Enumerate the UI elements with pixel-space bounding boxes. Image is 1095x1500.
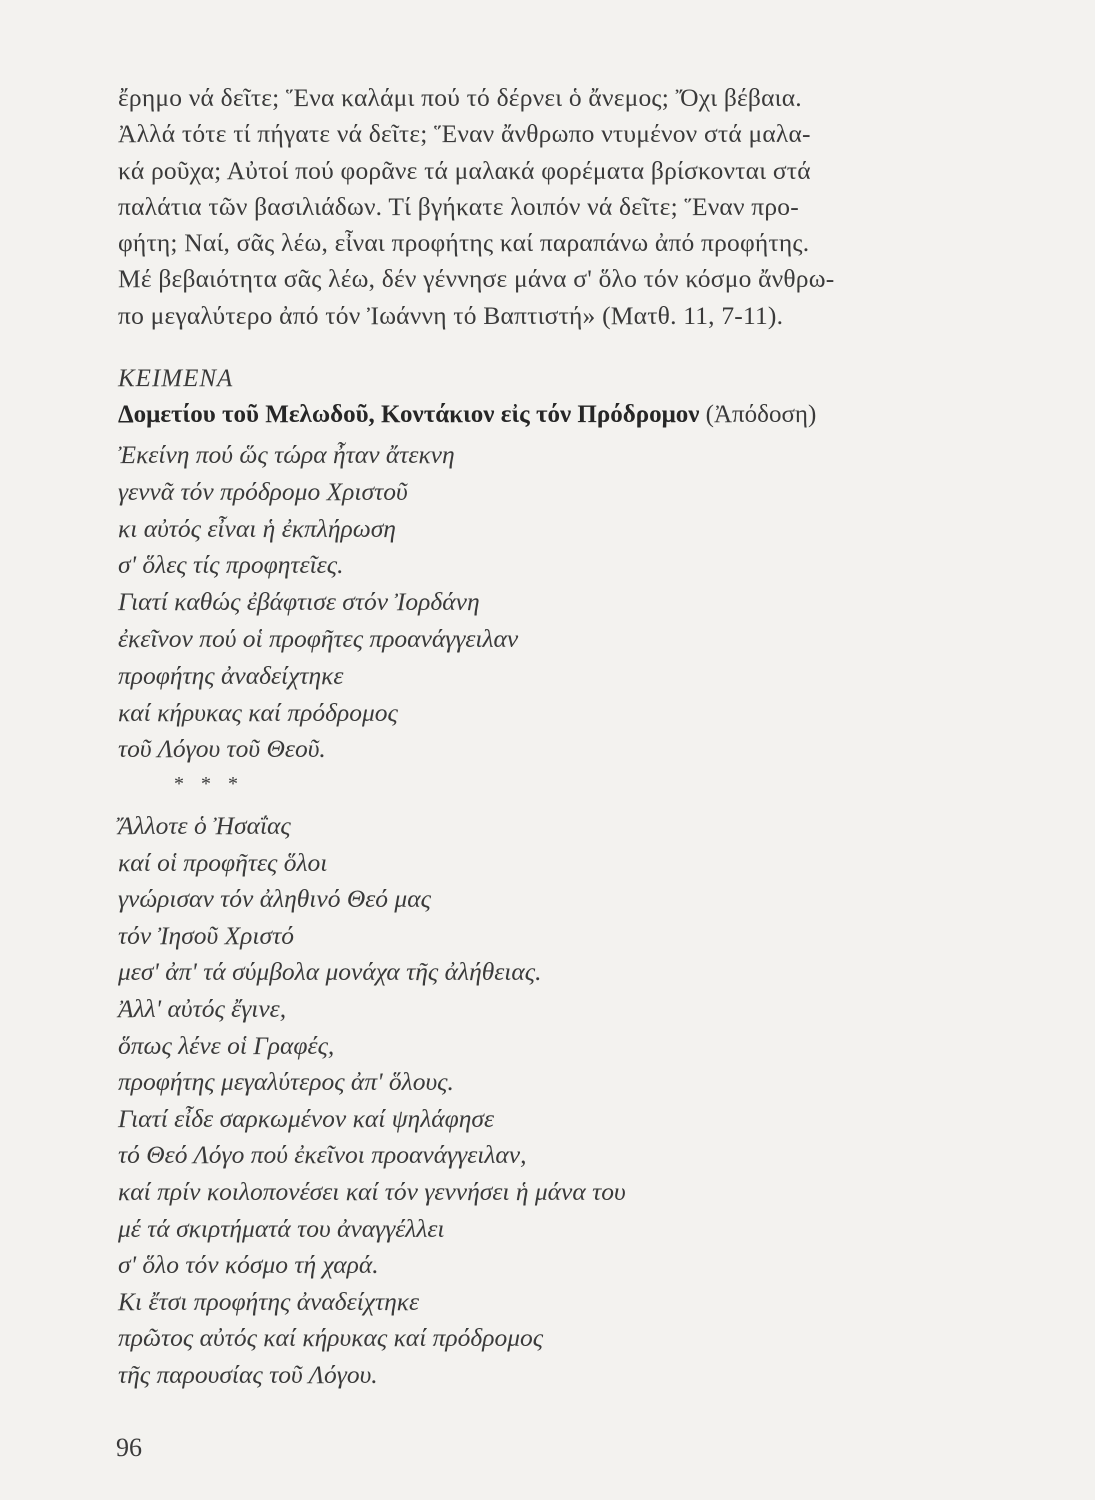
heading-note: (Ἀπόδοση)	[699, 401, 817, 428]
section-label: ΚΕΙΜΕΝΑ	[118, 365, 234, 392]
poem-line: γεννᾶ τόν πρόδρομο Χριστοῦ	[118, 476, 408, 506]
poem-line: Κι ἔτσι προφήτης ἀναδείχτηκε	[118, 1286, 420, 1316]
page-number: 96	[116, 1433, 142, 1462]
poem-line: τοῦ Λόγου τοῦ Θεοῦ.	[118, 734, 326, 764]
prose-paragraph	[118, 80, 970, 334]
stanza-separator: * * *	[174, 773, 244, 795]
poem-line: Ἀλλ' αὐτός ἔγινε,	[118, 993, 287, 1023]
poem-line: τόν Ἰησοῦ Χριστό	[118, 920, 294, 950]
prose-line: ἔρημο νά δεῖτε; Ἕνα καλάμι πού τό δέρνει ὁ ἄνεμος; Ὄχι βέβαια.	[118, 83, 802, 112]
poem-stanza-1	[118, 437, 878, 768]
poem-line: γνώρισαν τόν ἀληθινό Θεό μας	[118, 884, 431, 914]
poem-line: καί πρίν κοιλοπονέσει καί τόν γεννήσει ἡ μάνα του	[118, 1176, 626, 1206]
poem-line: τῆς παρουσίας τοῦ Λόγου.	[118, 1359, 378, 1389]
poem-line: μεσ' ἀπ' τά σύμβολα μονάχα τῆς ἀλήθειας.	[118, 957, 542, 987]
poem-line: ἐκεῖνον πού οἱ προφῆτες προανάγγειλαν	[118, 623, 519, 653]
prose-line: πο μεγαλύτερο ἀπό τόν Ἰωάννη τό Βαπτιστή» (Ματθ. 11, 7-11).	[118, 300, 784, 330]
poem-line: σ' ὅλο τόν κόσμο τή χαρά.	[118, 1250, 379, 1280]
poem-line: Ἄλλοτε ὁ Ἠσαΐας	[118, 811, 291, 840]
prose-line: κά ροῦχα; Αὐτοί πού φορᾶνε τά μαλακά φορέματα βρίσκονται στά	[118, 155, 811, 185]
poem-line: προφήτης μεγαλύτερος ἀπ' ὅλους.	[118, 1067, 454, 1097]
prose-line: Μέ βεβαιότητα σᾶς λέω, δέν γέννησε μάνα σ' ὅλο τόν κόσμο ἄνθρω-	[118, 264, 835, 294]
prose-line: παλάτια τῶν βασιλιάδων. Τί βγήκατε λοιπόν νά δεῖτε; Ἕναν προ-	[118, 191, 799, 221]
poem-line: Ἐκείνη πού ὥς τώρα ἦταν ἄτεκνη	[118, 440, 455, 469]
poem-line: τό Θεό Λόγο πού ἐκεῖνοι προανάγγειλαν,	[118, 1140, 527, 1170]
poem-line: πρῶτος αὐτός καί κήρυκας καί πρόδρομος	[118, 1323, 544, 1353]
poem-line: Γιατί καθώς ἐβάφτισε στόν Ἰορδάνη	[118, 587, 480, 617]
poem-line: προφήτης ἀναδείχτηκε	[118, 660, 344, 690]
poem-line: σ' ὅλες τίς προφητεῖες.	[118, 550, 344, 580]
poem-stanza-2	[118, 808, 878, 1394]
prose-line: φήτη; Ναί, σᾶς λέω, εἶναι προφήτης καί παραπάνω ἀπό προφήτης.	[118, 228, 810, 258]
prose-line: Ἀλλά τότε τί πήγατε νά δεῖτε; Ἕναν ἄνθρωπο ντυμένον στά μαλα-	[118, 119, 811, 149]
heading-title: Δομετίου τοῦ Μελωδοῦ, Κοντάκιον εἰς τόν Πρόδρομον	[118, 401, 700, 428]
poem-line: κι αὐτός εἶναι ἡ ἐκπλήρωση	[118, 513, 396, 543]
poem-line: καί κήρυκας καί πρόδρομος	[118, 697, 398, 727]
poem-line: καί οἱ προφῆτες ὅλοι	[118, 847, 328, 877]
poem-line: μέ τά σκιρτήματά του ἀναγγέλλει	[118, 1213, 445, 1243]
poem-line: Γιατί εἶδε σαρκωμένον καί ψηλάφησε	[118, 1103, 495, 1133]
poem-line: ὅπως λένε οἱ Γραφές,	[118, 1030, 335, 1060]
text-heading	[118, 401, 816, 429]
